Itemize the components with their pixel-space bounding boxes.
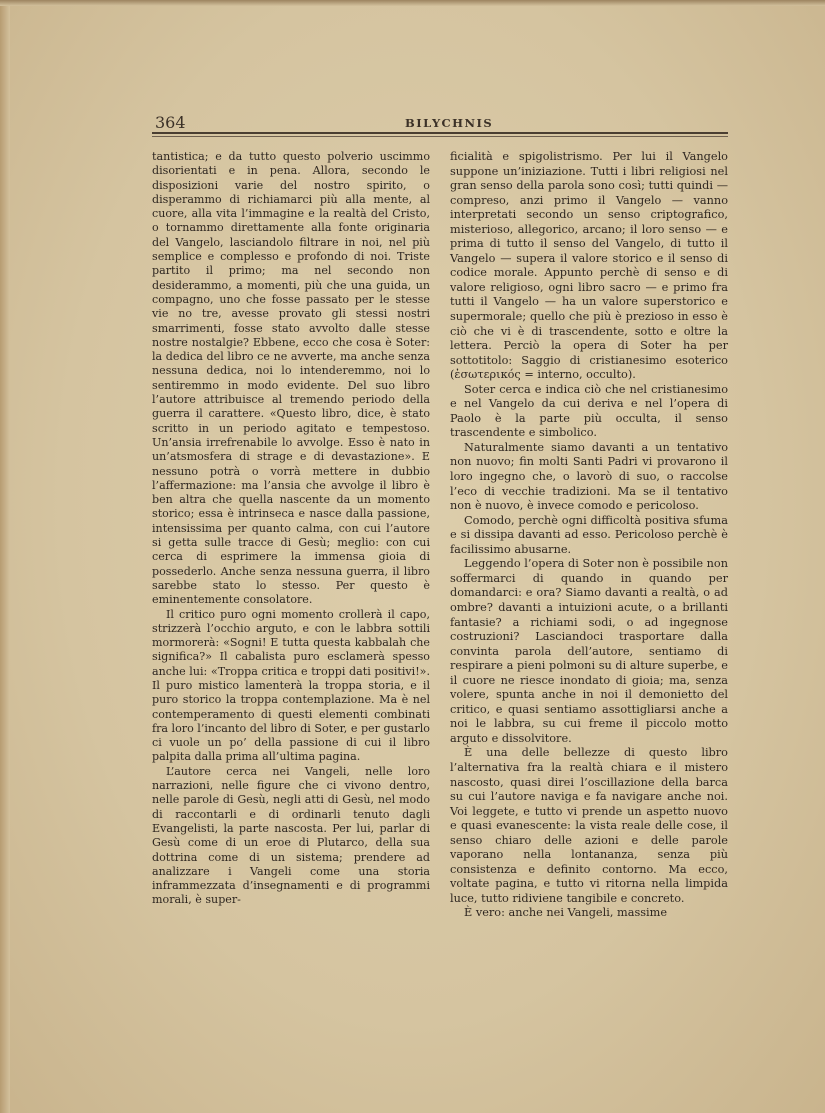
page-edge-shadow	[0, 0, 10, 1113]
paragraph: L’autore cerca nei Vangeli, nelle loro narrazioni, nelle figure che ci vivono dentro, nelle parole di Gesù, negli atti di Gesù, nel modo di raccontarli e di ordinarli tenuto dagli Evangelisti, la parte nascosta. Per lui, parlar di Gesù come di un eroe di Plutarco, della sua dottrina come di un sistema; prendere ad analizzare i Vangeli come una storia inframmezzata d’insegnamenti e di programmi morali, è super-	[152, 764, 430, 907]
header-rule	[152, 132, 728, 134]
paragraph: Il critico puro ogni momento crollerà il capo, strizzerà l’occhio arguto, e con le labbra sottili mormorerà: «Sogni! E tutta questa kabbalah che significa?» Il cabalista puro esclamerà spesso anche lui: «Troppa critica e troppi dati positivi!». Il puro mistico lamenterà la troppa storia, e il puro storico la troppa contemplazione. Ma è nel contemperamento di questi elementi combinati fra loro l’incanto del libro di Soter, e per gustarlo ci vuole un po’ della passione di cui il libro palpita dalla prima all’ultima pagina.	[152, 607, 430, 764]
header-rule-thin	[152, 136, 728, 137]
page-number: 364	[155, 113, 186, 132]
page-top-shadow	[0, 0, 825, 6]
paragraph: Naturalmente siamo davanti a un tentativo non nuovo; fin molti Santi Padri vi provarono il loro ingegno che, o lavorò di suo, o raccolse l’eco di vecchie tradizioni. Ma se il tentativo non è nuovo, è invece comodo e pericoloso.	[450, 440, 728, 513]
running-head: BILYCHNIS	[405, 116, 494, 130]
right-column	[450, 150, 728, 921]
left-column	[152, 150, 430, 908]
paragraph: Comodo, perchè ogni difficoltà positiva sfuma e si dissipa davanti ad esso. Pericoloso perchè è facilissimo abusarne.	[450, 513, 728, 556]
paragraph: È una delle bellezze di questo libro l’alternativa fra la realtà chiara e il mistero nascosto, quasi direi l’oscillazione della barca su cui l’autore naviga e fa navigare anche noi. Voi leggete, e tutto vi prende un aspetto nuovo e quasi evanescente: la vista reale delle cose, il senso chiaro delle azioni e delle parole vaporano nella lontananza, senza più consistenza e definito contorno. Ma ecco, voltate pagina, e tutto vi ritorna nella limpida luce, tutto ridiviene tangibile e concreto.	[450, 746, 728, 905]
paragraph: Soter cerca e indica ciò che nel cristianesimo e nel Vangelo da cui deriva e nel l’opera di Paolo è la parte più occulta, il senso trascendente e simbolico.	[450, 382, 728, 440]
paragraph: Leggendo l’opera di Soter non è possibile non soffermarci di quando in quando per domandarci: e ora? Siamo davanti a realtà, o ad ombre? davanti a intuizioni acute, o a brillanti fantasie? a richiami sodi, o ad ingegnose costruzioni? Lasciandoci trasportare dalla convinta parola dell’autore, sentiamo di respirare a pieni polmoni su di alture superbe, e il cuore ne riesce inondato di gioia; ma, senza volere, spunta anche in noi il demonietto del critico, e quasi sentiamo assottigliarsi anche a noi le labbra, su cui freme il piccolo motto arguto e dissolvitore.	[450, 557, 728, 745]
paragraph: ficialità e spigolistrismo. Per lui il Vangelo suppone un’iniziazione. Tutti i libri religiosi nel gran senso della parola sono così; tutti quindi — compreso, anzi primo il Vangelo — vanno interpretati secondo un senso criptografico, misterioso, allegorico, arcano; il loro senso — e prima di tutto il senso del Vangelo, di tutto il Vangelo — supera il valore storico e il senso di codice morale. Appunto perchè di senso e di valore religioso, ogni libro sacro — e primo fra tutti il Vangelo — ha un valore superstorico e supermorale; quello che più è prezioso in esso è ciò che vi è di trascendente, sotto e oltre la lettera. Perciò la opera di Soter ha per sottotitolo: Saggio di cristianesimo esoterico (ἐσωτερικός = interno, occulto).	[450, 150, 728, 382]
paragraph: tantistica; e da tutto questo polverio uscimmo disorientati e in pena. Allora, secondo le disposizioni varie del nostro spirito, o disperammo di richiamarci più alla mente, al cuore, alla vita l’immagine e la realtà del Cristo, o tornammo direttamente alla fonte originaria del Vangelo, lasciandolo filtrare in noi, nel più semplice e complesso e profondo di noi. Triste partito il primo; ma nel secondo non desiderammo, a momenti, più che una guida, un compagno, uno che fosse passato per le stesse vie no tre, avesse provato gli stessi nostri smarrimenti, fosse stato avvolto dalle stesse nostre nostalgie? Ebbene, ecco che cosa è Soter: la dedica del libro ce ne avverte, ma anche senza nessuna dedica, noi lo intenderemmo, noi lo sentiremmo in modo evidente. Del suo libro l’autore attribuisce al tremendo periodo della guerra il carattere. «Questo libro, dice, è stato scritto in un periodo agitato e tempestoso. Un’ansia irrefrenabile lo avvolge. Esso è nato in un’atsmosfera di strage e di devastazione». E nessuno potrà o vorrà mettere in dubbio l’affermazione: ma l’ansia che avvolge il libro è ben altra che quella nascente da un momento storico; essa è intrinseca e nasce dalla passione, intensissima per quanto calma, con cui l’autore si getta sulle tracce di Gesù; meglio: con cui cerca di esprimere la immensa gioia di possederlo. Anche senza nessuna guerra, il libro sarebbe stato lo stesso. Per questo è eminentemente consolatore.	[152, 150, 430, 607]
paragraph: È vero: anche nei Vangeli, massime	[464, 906, 668, 920]
